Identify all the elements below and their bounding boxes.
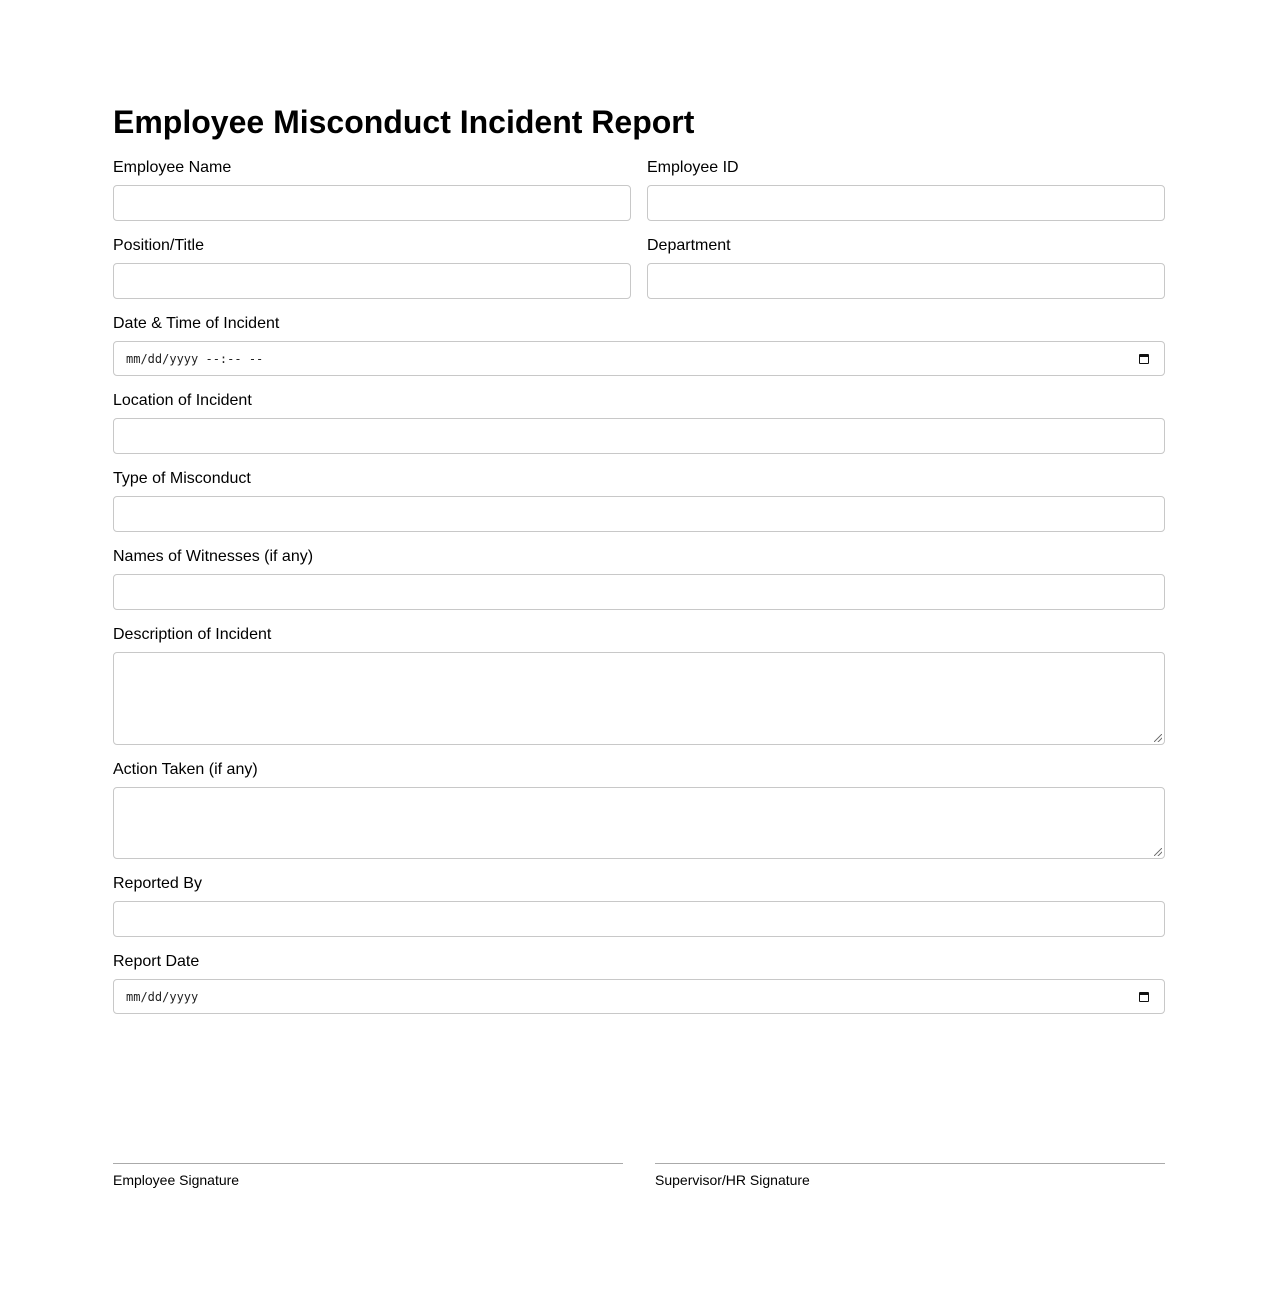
employee-id-input[interactable] <box>647 185 1165 221</box>
calendar-icon[interactable] <box>1139 354 1149 364</box>
action-taken-textarea[interactable] <box>113 787 1165 859</box>
name-id-row <box>113 144 1165 221</box>
misconduct-type-input[interactable] <box>113 496 1165 532</box>
reported-by-label: Reported By <box>113 875 202 892</box>
incident-datetime-placeholder: mm/dd/yyyy --:-- -- <box>126 351 264 366</box>
supervisor-signature-line: Supervisor/HR Signature <box>655 1163 1165 1188</box>
report-date-placeholder: mm/dd/yyyy <box>126 989 199 1004</box>
department-label: Department <box>647 237 731 254</box>
misconduct-type-label: Type of Misconduct <box>113 470 251 487</box>
witnesses-input[interactable] <box>113 574 1165 610</box>
location-label: Location of Incident <box>113 392 252 409</box>
incident-datetime-label: Date & Time of Incident <box>113 315 280 332</box>
resize-handle-icon[interactable] <box>1154 734 1162 742</box>
signature-section <box>113 1163 1165 1188</box>
employee-signature-line: Employee Signature <box>113 1163 623 1188</box>
calendar-icon[interactable] <box>1139 992 1149 1002</box>
employee-id-label: Employee ID <box>647 159 739 176</box>
incident-datetime-input[interactable] <box>113 341 1165 376</box>
position-input[interactable] <box>113 263 631 299</box>
employee-name-group <box>113 144 631 221</box>
reported-by-input[interactable] <box>113 901 1165 937</box>
department-input[interactable] <box>647 263 1165 299</box>
location-input[interactable] <box>113 418 1165 454</box>
resize-handle-icon[interactable] <box>1154 848 1162 856</box>
position-department-row <box>113 221 1165 299</box>
action-taken-label: Action Taken (if any) <box>113 761 258 778</box>
employee-id-group <box>647 144 1165 221</box>
employee-name-input[interactable] <box>113 185 631 221</box>
witnesses-label: Names of Witnesses (if any) <box>113 548 314 565</box>
position-label: Position/Title <box>113 237 204 254</box>
description-textarea[interactable] <box>113 652 1165 745</box>
employee-name-label: Employee Name <box>113 159 232 176</box>
report-date-label: Report Date <box>113 953 200 970</box>
description-label: Description of Incident <box>113 626 272 643</box>
department-group <box>647 221 1165 299</box>
report-date-input[interactable] <box>113 979 1165 1014</box>
incident-report-form <box>113 100 1165 1014</box>
page-title: Employee Misconduct Incident Report <box>113 104 695 140</box>
position-group <box>113 221 631 299</box>
